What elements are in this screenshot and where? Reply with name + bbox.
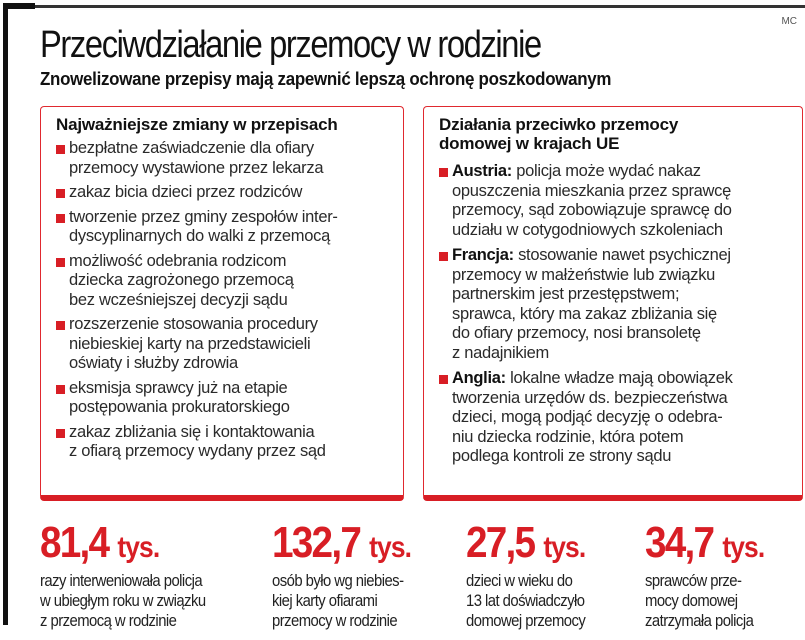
changes-box xyxy=(40,106,404,501)
list-item: tworzenie przez gminy zespołów inter- dyscyplinarnych do walki z przemocą xyxy=(56,208,397,247)
bullet-icon xyxy=(56,385,65,394)
list-item: bezpłatne zaświadczenie dla ofiary przemocy wystawione przez lekarza xyxy=(56,139,397,178)
stat-unit: tys. xyxy=(722,531,765,564)
stat-description: razy interweniowała policja w ubiegłym roku w związku z przemocą w rodzinie xyxy=(40,572,206,630)
stat-value: 34,7 xyxy=(645,518,714,567)
list-item: Anglia: lokalne władze mają obowiązek tworzenia urzędów ds. bezpieczeństwa dzieci, mogą podjąć decyzję o odebra- niu dziecka rodzinie, która potem podlega kontroli ze strony sądu xyxy=(439,369,796,467)
bullet-icon xyxy=(56,429,65,438)
list-item: Francja: stosowanie nawet psychicznej przemocy w małżeństwie lub związku partnerskim jest przestępstwem; sprawca, który ma zakaz zbliżania się do ofiary przemocy, nosi bransoletę z nadajnikiem xyxy=(439,246,796,363)
stat-description: dzieci w wieku do 13 lat doświadczyło domowej przemocy xyxy=(466,572,586,630)
page-subtitle: Znowelizowane przepisy mają zapewnić lepszą ochronę poszkodowanym xyxy=(40,69,612,89)
stat-unit: tys. xyxy=(543,531,586,564)
bullet-icon xyxy=(56,258,65,267)
bullet-icon xyxy=(439,252,448,261)
list-item: zakaz bicia dzieci przez rodziców xyxy=(56,183,397,203)
bullet-icon xyxy=(439,168,448,177)
side-rule xyxy=(3,5,8,625)
page-title: Przeciwdziałanie przemocy w rodzinie xyxy=(40,24,541,66)
eu-box xyxy=(423,106,803,501)
list-item: rozszerzenie stosowania procedury niebieskiej karty na przedstawicieli oświaty i służby zdrowia xyxy=(56,315,397,374)
stat-interventions xyxy=(40,520,280,631)
author-credit: MC xyxy=(781,16,797,27)
list-item: eksmisja sprawcy już na etapie postępowania prokuratorskiego xyxy=(56,379,397,418)
stat-unit: tys. xyxy=(117,531,160,564)
stat-description: osób było wg niebies- kiej karty ofiarami przemocy w rodzinie xyxy=(272,572,404,630)
stat-value: 81,4 xyxy=(40,518,109,567)
top-rule xyxy=(3,5,805,8)
stat-unit: tys. xyxy=(369,531,412,564)
stat-value: 132,7 xyxy=(272,518,361,567)
stat-value: 27,5 xyxy=(466,518,535,567)
bullet-icon xyxy=(56,145,65,154)
bullet-icon xyxy=(56,189,65,198)
changes-heading: Najważniejsze zmiany w przepisach xyxy=(56,115,338,134)
list-item: zakaz zbliżania się i kontaktowania z ofiarą przemocy wydany przez sąd xyxy=(56,423,397,462)
list-item: możliwość odebrania rodzicom dziecka zagrożonego przemocą bez wcześniejszej decyzji sądu xyxy=(56,252,397,311)
bullet-icon xyxy=(56,321,65,330)
bullet-icon xyxy=(56,214,65,223)
eu-heading: Działania przeciwko przemocy domowej w krajach UE xyxy=(439,115,679,153)
stat-description: sprawców prze- mocy domowej zatrzymała policja xyxy=(645,572,754,630)
bullet-icon xyxy=(439,375,448,384)
list-item: Austria: policja może wydać nakaz opuszczenia mieszkania przez sprawcę przemocy, sąd zobowiązuje sprawcę do udziału w cotygodniowych szkoleniach xyxy=(439,162,796,240)
stat-perpetrators xyxy=(645,520,805,631)
